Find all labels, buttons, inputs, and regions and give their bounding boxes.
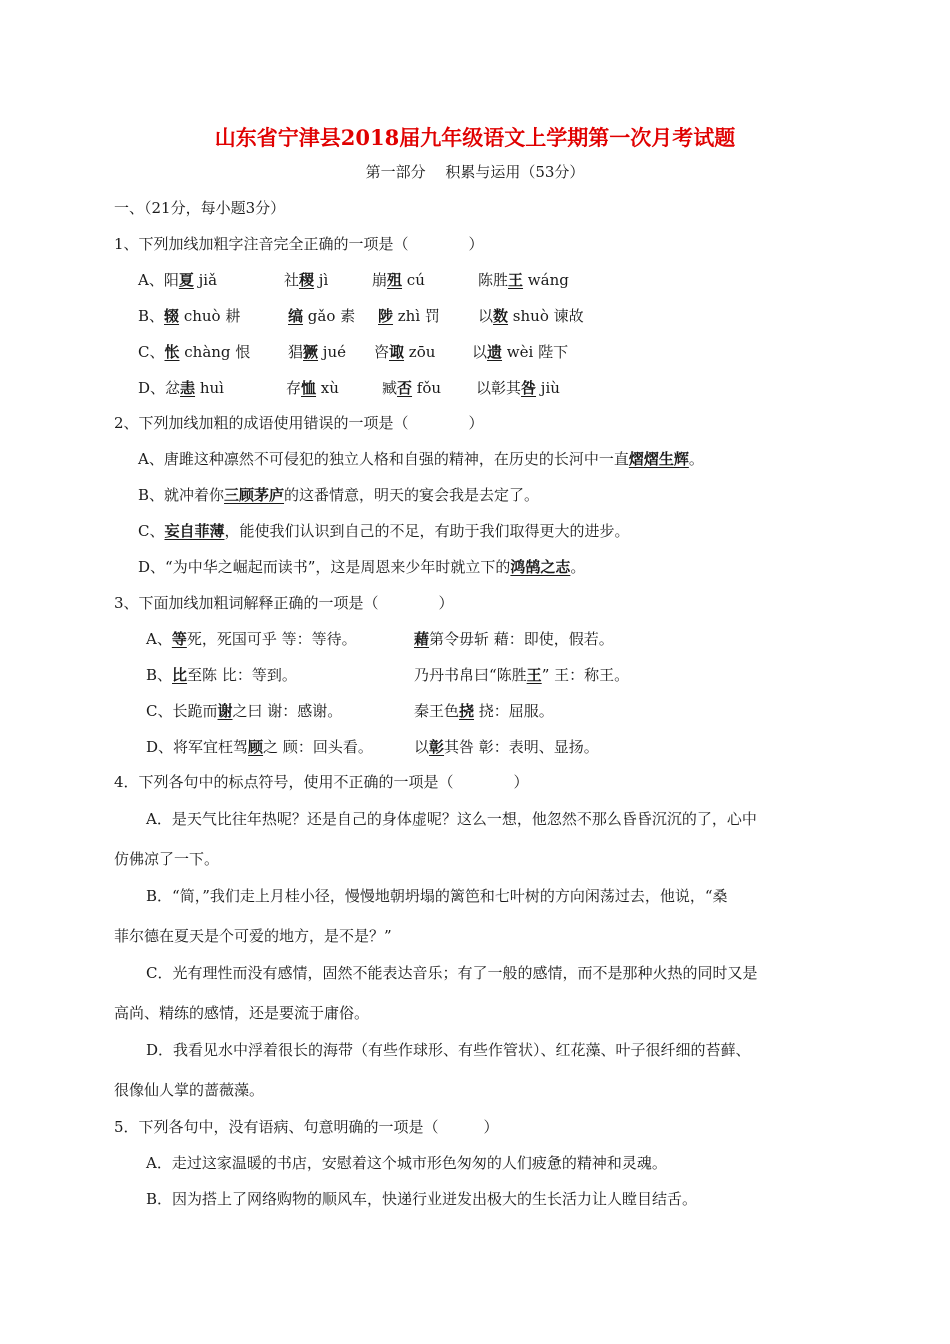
q4-option-c-line1: C．光有理性而没有感情，固然不能表达音乐；有了一般的感情，而不是那种火热的同时又是: [146, 964, 758, 982]
section-heading: 一、（21分，每小题3分）: [114, 199, 286, 217]
q2-option-c: C、妄自菲薄，能使我们认识到自己的不足，有助于我们取得更大的进步。: [138, 522, 630, 540]
q5-option-a: A．走过这家温暖的书店，安慰着这个城市形色匆匆的人们疲惫的精神和灵魂。: [146, 1154, 667, 1172]
q4-option-b-line2: 菲尔德在夏天是个可爱的地方，是不是？”: [114, 927, 392, 945]
q3-option-b: B、比至陈 比：等到。 乃丹书帛曰“陈胜王” 王：称王。: [146, 666, 630, 684]
q1-option-d: D、忿恚 huì 存恤 xù 臧否 fǒu 以彰其咎 jiù: [138, 379, 560, 397]
q4-option-d-line2: 很像仙人掌的蔷薇藻。: [114, 1081, 265, 1099]
exam-title: 山东省宁津县2018届九年级语文上学期第一次月考试题: [214, 125, 736, 150]
q1-option-c: C、怅 chàng 恨 猖獗 jué 咨诹 zōu 以遗 wèi 陛下: [138, 343, 569, 361]
q1-option-b: B、辍 chuò 耕 缟 gǎo 素 陟 zhì 罚 以数 shuò 谏故: [138, 307, 584, 325]
question-1-stem: 1、下列加线加粗字注音完全正确的一项是（ ）: [114, 235, 484, 253]
q2-option-d: D、“为中华之崛起而读书”，这是周恩来少年时就立下的鸿鹄之志。: [138, 558, 586, 576]
question-2-stem: 2、下列加线加粗的成语使用错误的一项是（ ）: [114, 414, 484, 432]
q3-option-d: D、将军宜枉驾顾之 顾：回头看。 以彰其咎 彰：表明、显扬。: [146, 738, 599, 756]
q4-option-a-line2: 仿佛凉了一下。: [114, 850, 220, 868]
question-3-stem: 3、下面加线加粗词解释正确的一项是（ ）: [114, 594, 454, 612]
q3-option-c: C、长跪而谢之曰 谢：感谢。 秦王色挠 挠：屈服。: [146, 702, 554, 720]
q4-option-c-line2: 高尚、精练的感情，还是要流于庸俗。: [114, 1004, 370, 1022]
q1-option-a: A、阳夏 jiǎ 社稷 jì 崩殂 cú 陈胜王 wáng: [138, 271, 569, 289]
question-4-stem: 4．下列各句中的标点符号，使用不正确的一项是（ ）: [114, 773, 529, 791]
q2-option-b: B、就冲着你三顾茅庐的这番情意，明天的宴会我是去定了。: [138, 486, 540, 504]
q2-option-a: A、唐雎这种凛然不可侵犯的独立人格和自强的精神，在历史的长河中一直熠熠生辉。: [138, 450, 704, 468]
question-5-stem: 5．下列各句中，没有语病、句意明确的一项是（ ）: [114, 1118, 499, 1136]
part-heading: 第一部分 积累与运用（53分）: [365, 163, 585, 181]
q4-option-d-line1: D．我看见水中浮着很长的海带（有些作球形、有些作管状）、红花藻、叶子很纤细的苔藓、: [146, 1041, 751, 1059]
q5-option-b: B．因为搭上了网络购物的顺风车，快递行业迸发出极大的生长活力让人瞠目结舌。: [146, 1190, 698, 1208]
q3-option-a: A、等死，死国可乎 等：等待。 藉第令毋斩 藉：即使，假若。: [146, 630, 614, 648]
q4-option-b-line1: B．“简，”我们走上月桂小径，慢慢地朝坍塌的篱笆和七叶树的方向闲荡过去，他说，“桑: [146, 887, 728, 905]
q4-option-a-line1: A．是天气比往年热呢？还是自己的身体虚呢？这么一想，他忽然不那么昏昏沉沉的了，心中: [146, 810, 757, 828]
